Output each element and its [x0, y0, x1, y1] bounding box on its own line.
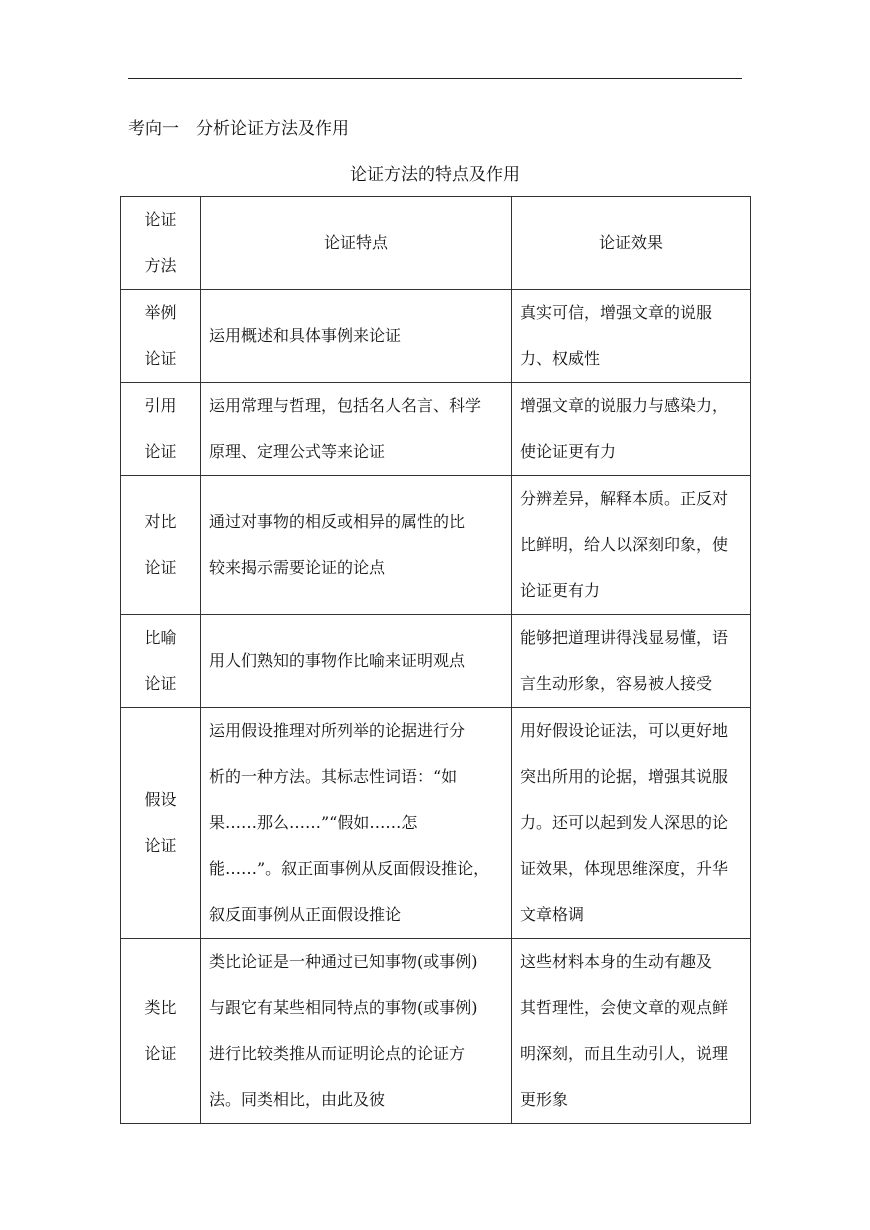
feature-cell: 运用概述和具体事例来论证	[201, 290, 512, 383]
effect-cell: 这些材料本身的生动有趣及 其哲理性，会使文章的观点鲜 明深刻，而且生动引人，说理 更形象	[512, 939, 751, 1124]
table-row	[121, 615, 751, 708]
method-cell: 假设 论证	[121, 708, 201, 939]
table-row	[121, 939, 751, 1124]
header-effect: 论证效果	[512, 197, 751, 290]
table-row	[121, 383, 751, 476]
method-cell: 引用 论证	[121, 383, 201, 476]
table-row	[121, 290, 751, 383]
table-header-row	[121, 197, 751, 290]
method-cell: 对比 论证	[121, 476, 201, 615]
table-row	[121, 708, 751, 939]
feature-cell: 运用常理与哲理，包括名人名言、科学 原理、定理公式等来论证	[201, 383, 512, 476]
feature-cell: 类比论证是一种通过已知事物(或事例) 与跟它有某些相同特点的事物(或事例) 进行比较类推从而证明论点的论证方 法。同类相比，由此及彼	[201, 939, 512, 1124]
methods-table	[120, 196, 751, 1124]
method-cell: 举例 论证	[121, 290, 201, 383]
top-rule	[128, 78, 742, 79]
table-row	[121, 476, 751, 615]
effect-cell: 真实可信，增强文章的说服 力、权威性	[512, 290, 751, 383]
effect-cell: 用好假设论证法，可以更好地 突出所用的论据，增强其说服 力。还可以起到发人深思的论 证效果，体现思维深度，升华 文章格调	[512, 708, 751, 939]
feature-cell: 用人们熟知的事物作比喻来证明观点	[201, 615, 512, 708]
header-feature: 论证特点	[201, 197, 512, 290]
method-cell: 比喻 论证	[121, 615, 201, 708]
table-title: 论证方法的特点及作用	[350, 165, 520, 185]
effect-cell: 分辨差异，解释本质。正反对 比鲜明，给人以深刻印象，使 论证更有力	[512, 476, 751, 615]
effect-cell: 能够把道理讲得浅显易懂，语 言生动形象，容易被人接受	[512, 615, 751, 708]
section-heading: 考向一 分析论证方法及作用	[128, 119, 349, 139]
header-method: 论证 方法	[121, 197, 201, 290]
method-cell: 类比 论证	[121, 939, 201, 1124]
feature-cell: 通过对事物的相反或相异的属性的比 较来揭示需要论证的论点	[201, 476, 512, 615]
effect-cell: 增强文章的说服力与感染力， 使论证更有力	[512, 383, 751, 476]
feature-cell: 运用假设推理对所列举的论据进行分 析的一种方法。其标志性词语：“如 果……那么……”“假如……怎 能……”。叙正面事例从反面假设推论， 叙反面事例从正面假设推论	[201, 708, 512, 939]
